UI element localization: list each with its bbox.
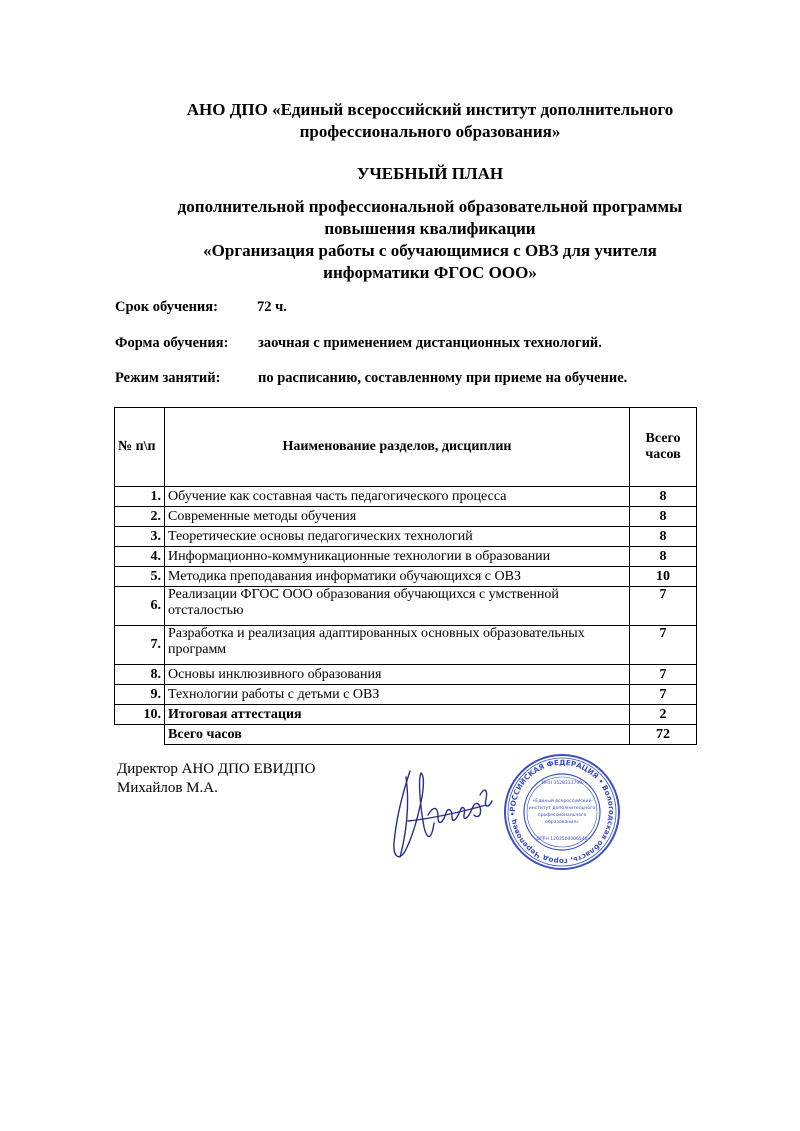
row-hours: 8 [630, 527, 697, 547]
row-hours: 8 [630, 487, 697, 507]
header-hours-line-2: часов [645, 447, 681, 462]
row-number: 3. [115, 527, 165, 547]
table-row [115, 705, 697, 725]
table-row [115, 685, 697, 705]
table-row [115, 547, 697, 567]
row-number: 5. [115, 567, 165, 587]
organization-name [100, 99, 760, 143]
table-header-row [115, 408, 697, 487]
header-hours-line-1: Всего [645, 431, 681, 446]
mode-row [115, 370, 628, 387]
header-hours [630, 408, 697, 487]
form-label: Форма обучения: [115, 335, 229, 351]
row-number: 8. [115, 665, 165, 685]
row-name: Современные методы обучения [165, 507, 630, 527]
row-name: Информационно-коммуникационные технологии в образовании [165, 547, 630, 567]
program-line-4: информатики ФГОС ООО» [323, 263, 537, 282]
header-number: № п\п [115, 408, 165, 487]
row-hours: 7 [630, 587, 697, 626]
row-number: 2. [115, 507, 165, 527]
row-name: Обучение как составная часть педагогического процесса [165, 487, 630, 507]
row-hours: 8 [630, 507, 697, 527]
row-name: Технологии работы с детьми с ОВЗ [165, 685, 630, 705]
total-row [115, 725, 697, 745]
row-name: Итоговая аттестация [165, 705, 630, 725]
director-title: Директор АНО ДПО ЕВИДПО [117, 761, 316, 777]
form-row [115, 335, 602, 352]
table-row [115, 567, 697, 587]
program-line-2: повышения квалификации [324, 219, 536, 238]
form-value: заочная с применением дистанционных технологий. [258, 335, 602, 351]
table-row [115, 665, 697, 685]
duration-row [115, 299, 287, 316]
row-number: 9. [115, 685, 165, 705]
table-row [115, 626, 697, 665]
seal-center-line-2: институт дополнительного [528, 806, 596, 811]
total-hours: 72 [630, 725, 697, 745]
row-name: Реализации ФГОС ООО образования обучающихся с умственной отсталостью [165, 587, 630, 626]
program-name [95, 196, 765, 284]
signature-image [388, 765, 498, 865]
duration-value: 72 ч. [257, 299, 287, 315]
row-number: 4. [115, 547, 165, 567]
org-line-1: АНО ДПО «Единый всероссийский институт дополнительного [186, 100, 674, 119]
table-row [115, 527, 697, 547]
table-row [115, 587, 697, 626]
row-name: Основы инклюзивного образования [165, 665, 630, 685]
table-row [115, 487, 697, 507]
curriculum-table [114, 407, 697, 745]
seal-center-line-4: образования» [545, 820, 579, 825]
director-name: Михайлов М.А. [117, 780, 218, 796]
organization-seal [502, 752, 622, 872]
program-line-1: дополнительной профессиональной образовательной программы [177, 197, 683, 216]
mode-label: Режим занятий: [115, 370, 221, 386]
row-number: 1. [115, 487, 165, 507]
duration-label: Срок обучения: [115, 299, 218, 315]
row-name: Методика преподавания информатики обучающихся с ОВЗ [165, 567, 630, 587]
seal-ogrn: ОГРН 1203500006540 [536, 837, 588, 842]
row-number: 6. [115, 587, 165, 626]
row-name: Теоретические основы педагогических технологий [165, 527, 630, 547]
header-name: Наименование разделов, дисциплин [165, 408, 630, 487]
mode-value: по расписанию, составленному при приеме на обучение. [258, 370, 628, 386]
org-line-2: профессионального образования» [299, 122, 561, 141]
row-number: 10. [115, 705, 165, 725]
total-label: Всего часов [165, 725, 630, 745]
row-hours: 7 [630, 665, 697, 685]
row-name: Разработка и реализация адаптированных основных образовательных программ [165, 626, 630, 665]
row-hours: 8 [630, 547, 697, 567]
seal-outer-textpath: РОССИЙСКАЯ ФЕДЕРАЦИЯ • Вологодская область, город Череповец • [507, 757, 617, 867]
seal-center-line-1: «Единый всероссийский [532, 799, 592, 804]
row-hours: 2 [630, 705, 697, 725]
seal-inn: ИНН 3528313790 [541, 781, 583, 786]
program-line-3: «Организация работы с обучающимися с ОВЗ для учителя [203, 241, 657, 260]
director-block [117, 760, 315, 798]
seal-center-line-3: профессионального [537, 813, 587, 818]
document-title: УЧЕБНЫЙ ПЛАН [356, 164, 504, 183]
table-row [115, 507, 697, 527]
row-number: 7. [115, 626, 165, 665]
row-hours: 7 [630, 685, 697, 705]
total-empty-cell [115, 725, 165, 745]
row-hours: 10 [630, 567, 697, 587]
row-hours: 7 [630, 626, 697, 665]
